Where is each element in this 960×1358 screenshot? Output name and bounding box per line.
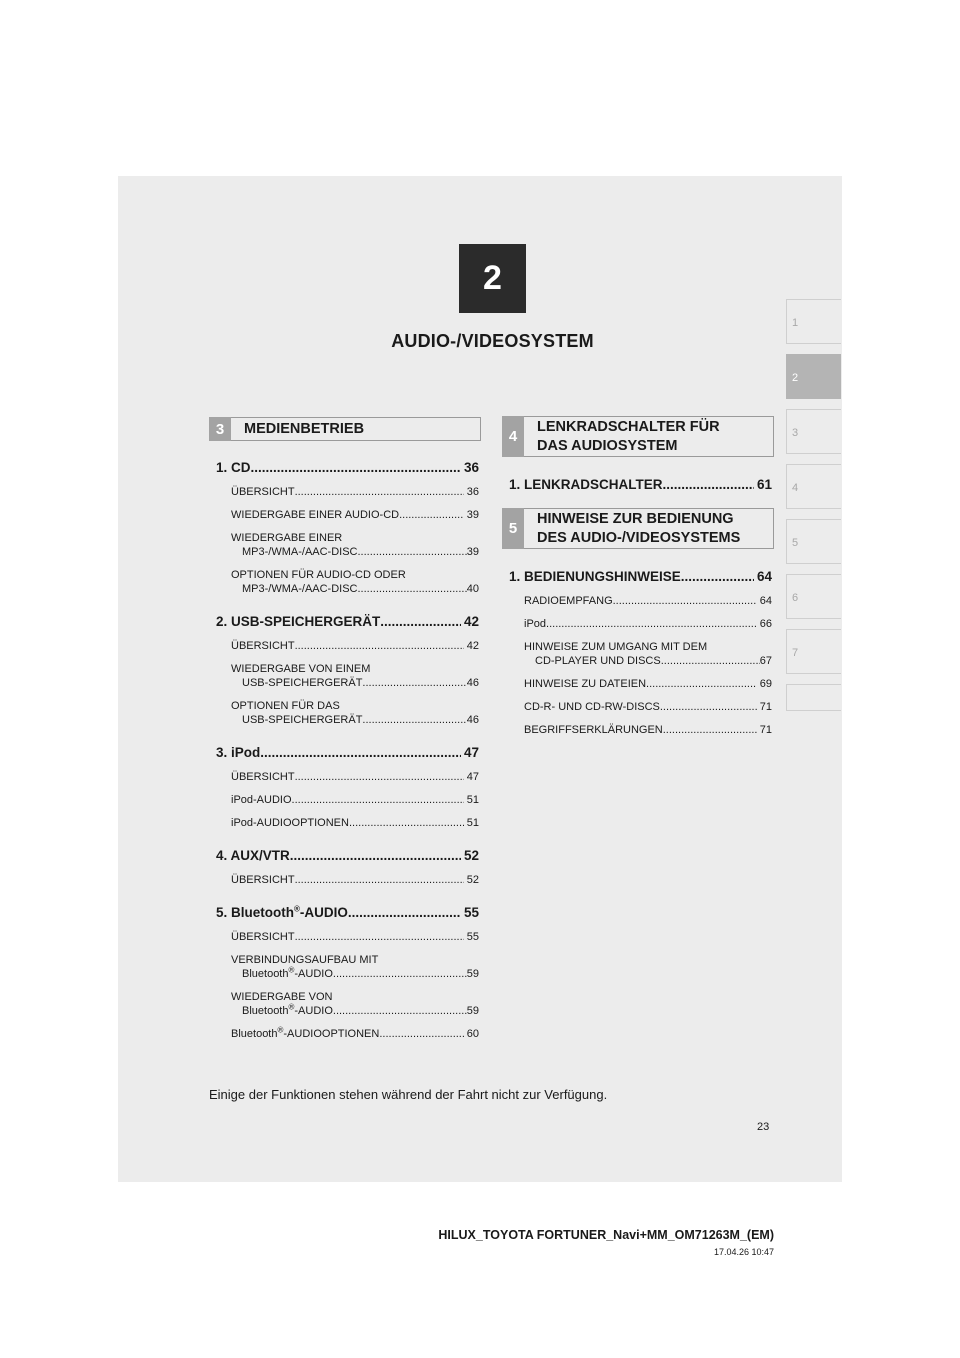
toc-sub-entry[interactable]	[231, 770, 479, 784]
toc-entry-title: 5. Bluetooth®-AUDIO	[216, 904, 348, 920]
toc-sub-label: ÜBERSICHT	[231, 771, 295, 783]
toc-entry-title: 2. USB-SPEICHERGERÄT	[216, 614, 381, 629]
toc-sub-label-cont: CD-PLAYER UND DISCS	[535, 655, 661, 667]
toc-sub-entry[interactable]	[524, 723, 772, 737]
toc-entry-usb[interactable]	[216, 613, 479, 630]
toc-sub-page: 36	[466, 486, 479, 498]
toc-entry-bluetooth[interactable]	[216, 904, 479, 921]
toc-sub-label: OPTIONEN FÜR AUDIO-CD ODER	[231, 569, 406, 581]
toc-sub-label: CD-R- UND CD-RW-DISCS	[524, 701, 660, 713]
toc-sub-label-cont: Bluetooth®-AUDIO	[242, 1002, 333, 1017]
toc-sub-entry[interactable]	[524, 677, 772, 691]
toc-sub-label: ÜBERSICHT	[231, 640, 295, 652]
chapter-tab-1[interactable]: 1	[786, 299, 841, 344]
section-header-5	[502, 508, 774, 549]
toc-sub-label-cont: USB-SPEICHERGERÄT	[242, 714, 363, 726]
toc-sub-page: 46	[466, 714, 479, 726]
toc-sub-label-cont: Bluetooth®-AUDIO	[242, 965, 333, 980]
chapter-tab-3[interactable]: 3	[786, 409, 841, 454]
toc-entry-title: 1. LENKRADSCHALTER	[509, 477, 663, 492]
toc-sub-page: 51	[466, 817, 479, 829]
toc-entry-aux[interactable]	[216, 847, 479, 864]
section-number: 4	[502, 416, 524, 457]
chapter-title: AUDIO-/VIDEOSYSTEM	[391, 331, 594, 351]
toc-entry-cd[interactable]	[216, 459, 479, 476]
toc-entry-lenkradschalter[interactable]	[509, 476, 772, 493]
toc-sub-page: 66	[759, 618, 772, 630]
toc-sub-label: iPod	[524, 618, 547, 630]
toc-sub-page: 51	[466, 794, 479, 806]
toc-entry-page: 64	[756, 569, 772, 584]
toc-entry-title: 1. BEDIENUNGSHINWEISE	[509, 569, 681, 584]
toc-sub-page: 71	[759, 701, 772, 713]
chapter-number-box: 2	[459, 244, 526, 313]
toc-sub-label: BEGRIFFSERKLÄRUNGEN	[524, 724, 663, 736]
toc-sub-entry[interactable]	[231, 508, 479, 522]
toc-entry-title: 3. iPod	[216, 745, 261, 760]
toc-entry-page: 61	[756, 477, 772, 492]
toc-sub-entry[interactable]	[231, 873, 479, 887]
toc-sub-label: Bluetooth®-AUDIOOPTIONEN	[231, 1025, 380, 1040]
toc-sub-entry[interactable]	[231, 953, 479, 981]
toc-sub-label-cont: MP3-/WMA-/AAC-DISC	[242, 583, 358, 595]
toc-sub-entry[interactable]	[231, 662, 479, 690]
toc-sub-label: RADIOEMPFANG	[524, 595, 613, 607]
toc-sub-page: 39	[466, 509, 479, 521]
toc-sub-page: 46	[466, 677, 479, 689]
toc-sub-entry[interactable]	[231, 1027, 479, 1041]
toc-sub-label: ÜBERSICHT	[231, 931, 295, 943]
section-title: MEDIENBETRIEB	[244, 421, 365, 437]
toc-left-column	[216, 459, 479, 1041]
toc-sub-entry[interactable]	[524, 700, 772, 714]
toc-entry-page: 36	[463, 460, 479, 475]
toc-sub-page: 47	[466, 771, 479, 783]
toc-sub-entry[interactable]	[231, 568, 479, 596]
toc-sub-entry[interactable]	[231, 531, 479, 559]
print-timestamp: 17.04.26 10:47	[713, 1247, 774, 1257]
toc-sub-label: HINWEISE ZU DATEIEN	[524, 678, 647, 690]
toc-sub-page: 39	[466, 546, 479, 558]
section-title-line2: DES AUDIO-/VIDEOSYSTEMS	[537, 530, 741, 546]
chapter-tab-4[interactable]: 4	[786, 464, 841, 509]
section-title	[537, 510, 740, 548]
toc-sub-page: 59	[466, 1005, 479, 1017]
toc-entry-page: 52	[463, 848, 479, 863]
toc-sub-page: 69	[759, 678, 772, 690]
toc-sub-entry[interactable]	[231, 639, 479, 653]
toc-entry-page: 42	[463, 614, 479, 629]
toc-sub-entry[interactable]	[231, 485, 479, 499]
toc-sub-label: OPTIONEN FÜR DAS	[231, 700, 340, 712]
footnote: Einige der Funktionen stehen während der Fahrt nicht zur Verfügung.	[209, 1087, 608, 1102]
document-id: HILUX_TOYOTA FORTUNER_Navi+MM_OM71263M_(EM)	[438, 1228, 774, 1242]
section-title-line1: HINWEISE ZUR BEDIENUNG	[537, 511, 734, 527]
toc-sub-label-cont: MP3-/WMA-/AAC-DISC	[242, 546, 358, 558]
toc-sub-entry[interactable]	[231, 699, 479, 727]
toc-entry-title: 4. AUX/VTR	[216, 848, 290, 863]
chapter-tab-8[interactable]	[786, 684, 841, 711]
toc-sub-entry[interactable]	[524, 594, 772, 608]
toc-sub-page: 55	[466, 931, 479, 943]
chapter-tab-5[interactable]: 5	[786, 519, 841, 564]
toc-entry-page: 55	[463, 905, 479, 920]
toc-sub-label-cont: USB-SPEICHERGERÄT	[242, 677, 363, 689]
toc-sub-entry[interactable]	[524, 640, 772, 668]
chapter-tab-7[interactable]: 7	[786, 629, 841, 674]
toc-sub-label: iPod-AUDIOOPTIONEN	[231, 817, 349, 829]
toc-sub-page: 40	[466, 583, 479, 595]
toc-sub-entry[interactable]	[524, 617, 772, 631]
toc-entry-bedienungshinweise[interactable]	[509, 568, 772, 585]
section-title-line1: LENKRADSCHALTER FÜR	[537, 419, 720, 435]
toc-right-column-a	[509, 476, 772, 493]
section-number: 5	[502, 508, 524, 549]
chapter-tab-6[interactable]: 6	[786, 574, 841, 619]
toc-sub-entry[interactable]	[231, 816, 479, 830]
toc-sub-label: WIEDERGABE VON	[231, 991, 333, 1003]
toc-sub-page: 59	[466, 968, 479, 980]
toc-entry-ipod[interactable]	[216, 744, 479, 761]
toc-sub-page: 52	[466, 874, 479, 886]
toc-sub-entry[interactable]	[231, 930, 479, 944]
section-number: 3	[209, 417, 231, 441]
toc-sub-entry[interactable]	[231, 793, 479, 807]
toc-entry-page: 47	[463, 745, 479, 760]
section-title	[537, 418, 720, 456]
toc-sub-page: 60	[466, 1028, 479, 1040]
toc-sub-label: WIEDERGABE EINER AUDIO-CD	[231, 509, 400, 521]
toc-sub-label: VERBINDUNGSAUFBAU MIT	[231, 954, 379, 966]
toc-sub-entry[interactable]	[231, 990, 479, 1018]
toc-right-column-b	[509, 568, 772, 737]
chapter-tab-2[interactable]: 2	[786, 354, 841, 399]
toc-sub-label: HINWEISE ZUM UMGANG MIT DEM	[524, 641, 708, 653]
toc-entry-title: 1. CD	[216, 460, 251, 475]
toc-sub-label: WIEDERGABE EINER	[231, 532, 343, 544]
page-number: 23	[757, 1121, 770, 1133]
toc-sub-label: ÜBERSICHT	[231, 874, 295, 886]
toc-sub-page: 64	[759, 595, 772, 607]
toc-sub-label: iPod-AUDIO	[231, 794, 292, 806]
toc-sub-page: 71	[759, 724, 772, 736]
toc-sub-page: 42	[466, 640, 479, 652]
toc-sub-page: 67	[759, 655, 772, 667]
section-header-4	[502, 416, 774, 457]
section-title-line2: DAS AUDIOSYSTEM	[537, 438, 678, 454]
toc-sub-label: WIEDERGABE VON EINEM	[231, 663, 371, 675]
toc-sub-label: ÜBERSICHT	[231, 486, 295, 498]
section-header-3	[209, 417, 481, 441]
